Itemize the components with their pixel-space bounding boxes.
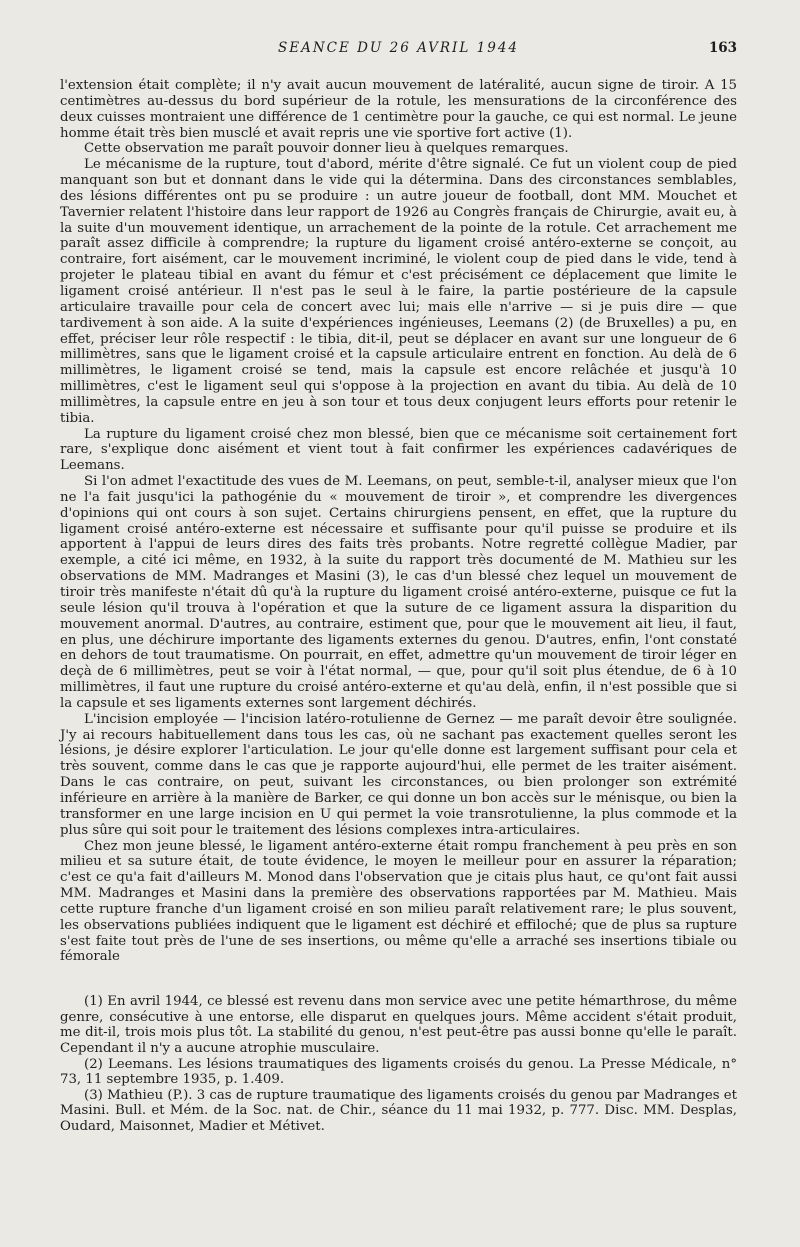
body-text	[60, 78, 737, 965]
paragraph: Le mécanisme de la rupture, tout d'abord, mérite d'être signalé. Ce fut un violent coup de pied manquant son but et donnant dans le vide qui la détermina. Dans des circonstances semblables, des lésions différentes ont pu se produire : un autre joueur de football, dont MM. Mouchet et Tavernier relatent l'histoire dans leur rapport de 1926 au Congrès français de Chirurgie, avait eu, à la suite d'un mouvement identique, un arrachement de la pointe de la rotule. Cet arrachement me paraît assez difficile à comprendre; la rupture du ligament croisé antéro-externe se conçoit, au contraire, fort aisément, car le mouvement incriminé, le violent coup de pied dans le vide, tend à projeter le plateau tibial en avant du fémur et c'est précisément ce déplacement que limite le ligament croisé antérieur. Il n'est pas le seul à le faire, la partie postérieure de la capsule articulaire travaille pour cela de concert avec lui; mais elle n'arrive — si je puis dire — que tardivement à son aide. A la suite d'expériences ingénieuses, Leemans (2) (de Bruxelles) a pu, en effet, préciser leur rôle respectif : le tibia, dit-il, peut se déplacer en avant sur une longueur de 6 millimètres, sans que le ligament croisé et la capsule articulaire entrent en fonction. Au delà de 6 millimètres, le ligament croisé se tend, mais la capsule est encore relâchée et jusqu'à 10 millimètres, c'est le ligament seul qui s'oppose à la projection en avant du tibia. Au delà de 10 millimètres, la capsule entre en jeu à son tour et tous deux conjugent leurs efforts pour retenir le tibia.	[60, 157, 737, 426]
footnotes	[60, 994, 737, 1134]
running-title: SEANCE DU 26 AVRIL 1944	[277, 40, 520, 56]
footnote: (2) Leemans. Les lésions traumatiques des ligaments croisés du genou. La Presse Médicale, n° 73, 11 septembre 1935, p. 1.409.	[60, 1056, 737, 1088]
running-head	[60, 40, 737, 62]
paragraph: Cette observation me paraît pouvoir donner lieu à quelques remarques.	[84, 141, 569, 157]
footnote: (3) Mathieu (P.). 3 cas de rupture traumatique des ligaments croisés du genou par Madranges et Masini. Bull. et Mém. de la Soc. nat. de Chir., séance du 11 mai 1932, p. 777. Disc. MM. Desplas, Oudard, Maisonnet, Madier et Métivet.	[60, 1087, 737, 1134]
paragraph: Si l'on admet l'exactitude des vues de M. Leemans, on peut, semble-t-il, analyser mieux que l'on ne l'a fait jusqu'ici la pathogénie du « mouvement de tiroir », et comprendre les divergences d'opinions qui ont cours à son sujet. Certains chirurgiens pensent, en effet, que la rupture du ligament croisé antéro-externe est nécessaire et suffisante pour qu'il puisse se produire et ils apportent à l'appui de leurs dires des faits très probants. Notre regretté collègue Madier, par exemple, a cité ici même, en 1932, à la suite du rapport très documenté de M. Mathieu sur les observations de MM. Madranges et Masini (3), le cas d'un blessé chez lequel un mouvement de tiroir très manifeste n'était dû qu'à la rupture du ligament croisé antéro-externe, puisque ce fut la seule lésion qu'il trouva à l'opération et que la suture de ce ligament assura la disparition du mouvement anormal. D'autres, au contraire, estiment que, pour que le mouvement ait lieu, il faut, en plus, une déchirure importante des ligaments externes du genou. D'autres, enfin, l'ont constaté en dehors de tout traumatisme. On pourrait, en effet, admettre qu'un mouvement de tiroir léger en deçà de 6 millimètres, peut se voir à l'état normal, — que, pour qu'il soit plus étendue, de 6 à 10 millimètres, il faut une rupture du croisé antéro-externe et qu'au delà, enfin, il n'est possible que si la capsule et ses ligaments externes sont largement déchirés.	[60, 474, 737, 711]
page-number: 163	[708, 40, 737, 56]
footnote: (1) En avril 1944, ce blessé est revenu dans mon service avec une petite hémarthrose, du même genre, consécutive à une entorse, elle disparut en quelques jours. Même accident s'était produit, me dit-il, trois mois plus tôt. La stabilité du genou, n'est peut-être pas aussi bonne qu'elle le paraît. Cependant il n'y a aucune atrophie musculaire.	[60, 994, 737, 1057]
paragraph: l'extension était complète; il n'y avait aucun mouvement de latéralité, aucun signe de tiroir. A 15 centimètres au-dessus du bord supérieur de la rotule, les mensurations de la circonférence des deux cuisses montraient une différence de 1 centimètre pour la gauche, ce qui est normal. Le jeune homme était très bien musclé et avait repris une vie sportive fort active (1).	[60, 78, 737, 141]
paragraph: Chez mon jeune blessé, le ligament antéro-externe était rompu franchement à peu près en son milieu et sa suture était, de toute évidence, le moyen le meilleur pour en assurer la réparation; c'est ce qu'a fait d'ailleurs M. Monod dans l'observation que je citais plus haut, ce qu'ont fait aussi MM. Madranges et Masini dans la première des observations rapportées par M. Mathieu. Mais cette rupture franche d'un ligament croisé en son milieu paraît relativement rare; le plus souvent, les observations publiées indiquent que le ligament est déchiré et effiloché; que de plus sa rupture s'est faite tout près de l'une de ses insertions, ou même qu'elle a arraché ses insertions tibiale ou fémorale	[60, 838, 737, 965]
paragraph: L'incision employée — l'incision latéro-rotulienne de Gernez — me paraît devoir être soulignée. J'y ai recours habituellement dans tous les cas, où ne sachant pas exactement quelles seront les lésions, je désire explorer l'articulation. Le jour qu'elle donne est largement suffisant pour cela et très souvent, comme dans le cas que je rapporte aujourd'hui, elle permet de les traiter aisément. Dans le cas contraire, on peut, suivant les circonstances, ou bien prolonger son extrémité inférieure en arrière à la manière de Barker, ce qui donne un bon accès sur le ménisque, ou bien la transformer en une large incision en U qui permet la voie transrotulienne, la plus commode et la plus sûre qui soit pour le traitement des lésions complexes intra-articulaires.	[60, 711, 737, 838]
paragraph: La rupture du ligament croisé chez mon blessé, bien que ce mécanisme soit certainement fort rare, s'explique donc aisément et vient tout à fait confirmer les expériences cadavériques de Leemans.	[60, 426, 737, 474]
